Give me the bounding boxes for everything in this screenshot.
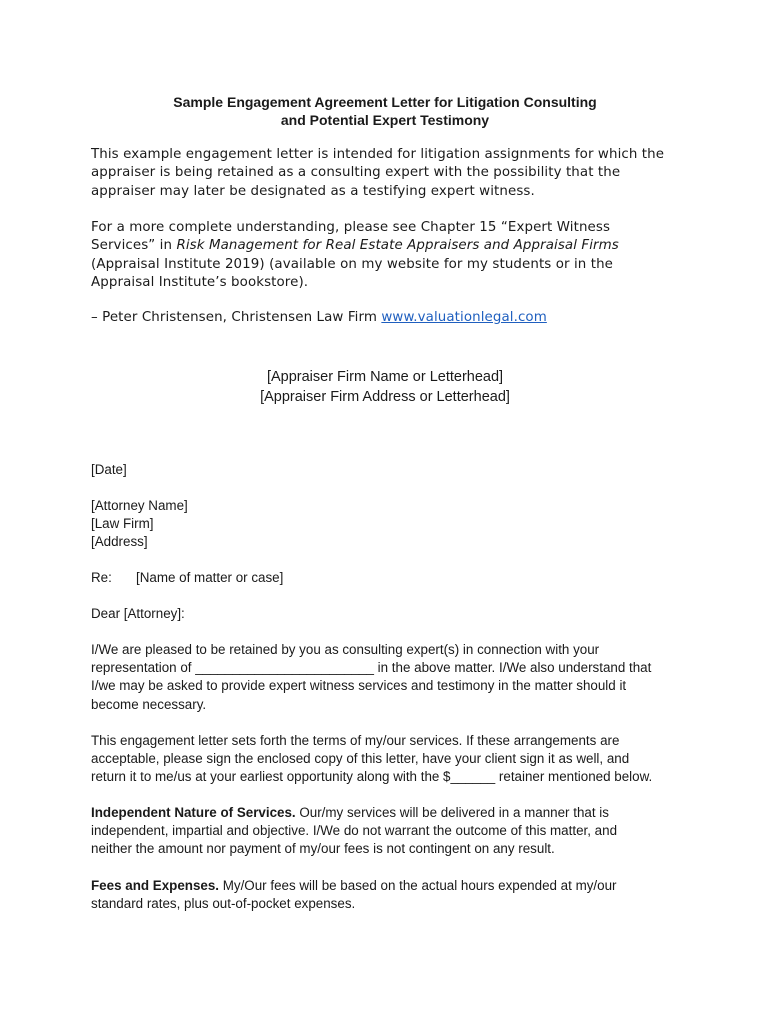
title-line-2: and Potential Expert Testimony [280,112,490,128]
intro-p1-line-1: This example engagement letter is intended for litigation assignments for which the [91,147,665,162]
p4-line-1-rest: My/Our fees will be based on the actual hours expended at my/our [219,878,617,893]
intro-p2-line-4: Appraisal Institute’s bookstore). [91,274,309,290]
letter-paragraph-fees [91,877,691,913]
intro-p2-line-2-prefix: Services” in [91,238,177,254]
attorney-name: [Attorney Name] [91,498,188,513]
intro-p2-line-1: For a more complete understanding, please see Chapter 15 “Expert Witness [91,220,611,235]
intro-p1-line-3: appraiser may later be designated as a testifying expert witness. [91,183,535,199]
salutation-text: Dear [Attorney]: [91,606,185,621]
re-value: [Name of matter or case] [136,570,284,585]
p3-line-1 [91,804,691,822]
intro-paragraph-1 [91,146,691,201]
re-line [91,569,691,587]
document-title [0,93,770,129]
p1-line-2: representation of ________________________ in the above matter. I/We also understand that [91,660,652,676]
letter-paragraph-1 [91,641,691,714]
p3-line-2: independent, impartial and objective. I/We do not warrant the outcome of this matter, and [91,823,618,839]
p1-line-1: I/We are pleased to be retained by you as consulting expert(s) in connection with your [91,642,600,657]
date-placeholder: [Date] [91,462,127,477]
letter-paragraph-2 [91,732,691,787]
letterhead-firm-address: [Appraiser Firm Address or Letterhead] [260,389,510,405]
p2-line-2: acceptable, please sign the enclosed copy of this letter, have your client sign it as well, and [91,751,630,767]
p2-line-3: return it to me/us at your earliest opportunity along with the $______ retainer mentioned below. [91,769,653,785]
recipient-address-block [91,497,691,552]
intro-p1-line-2: appraiser is being retained as a consulting expert with the possibility that the [91,165,621,181]
re-label: Re: [91,570,112,585]
section-heading-independent-nature: Independent Nature of Services. [91,805,296,820]
salutation [91,605,691,623]
title-line-1: Sample Engagement Agreement Letter for Litigation Consulting [173,94,597,110]
website-link[interactable]: www.valuationlegal.com [381,310,547,325]
signature-line [91,309,691,327]
signature-text: – Peter Christensen, Christensen Law Firm [91,310,382,325]
intro-signature [91,309,691,327]
letter-paragraph-independent-nature [91,804,691,859]
letterhead-firm-name: [Appraiser Firm Name or Letterhead] [266,369,504,385]
re-line-text [91,569,691,587]
intro-paragraph-2 [91,219,691,292]
letterhead [0,367,770,407]
intro-p2-line-2 [91,237,691,255]
section-heading-fees: Fees and Expenses. [91,878,220,893]
p4-line-1 [91,877,691,895]
book-title: Risk Management for Real Estate Appraisers and Appraisal Firms [176,238,619,254]
law-firm: [Law Firm] [91,516,154,532]
intro-p2-line-3: (Appraisal Institute 2019) (available on my website for my students or in the [91,256,614,272]
address: [Address] [91,534,148,550]
p2-line-1: This engagement letter sets forth the terms of my/our services. If these arrangements are [91,733,620,748]
p1-line-4: become necessary. [91,696,207,712]
letter-date [91,461,691,479]
p3-line-1-rest: Our/my services will be delivered in a manner that is [295,805,609,820]
p4-line-2: standard rates, plus out-of-pocket expenses. [91,896,356,912]
p3-line-3: neither the amount nor payment of my/our fees is not contingent on any result. [91,841,555,857]
p1-line-3: I/we may be asked to provide expert witness services and testimony in the matter should it [91,678,627,694]
